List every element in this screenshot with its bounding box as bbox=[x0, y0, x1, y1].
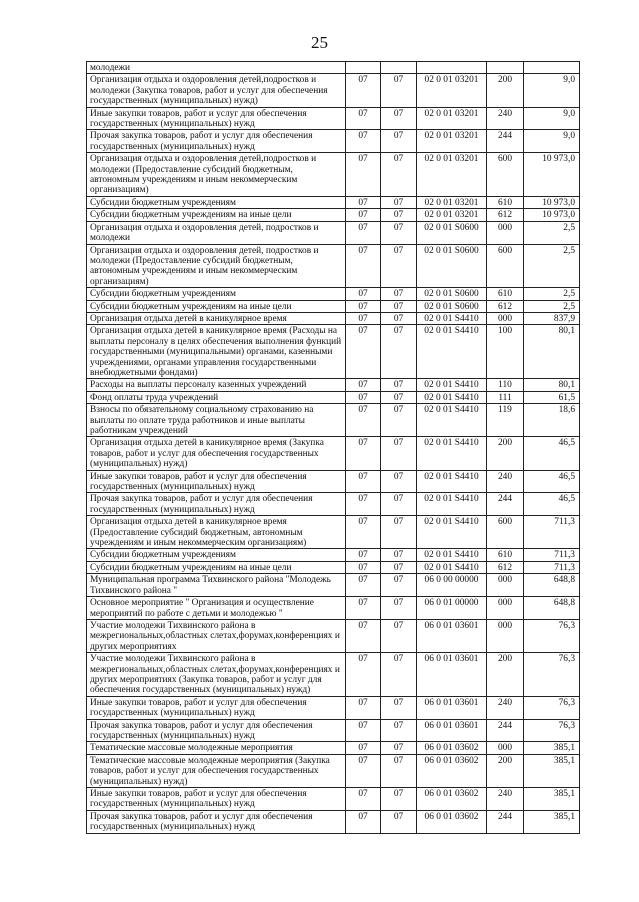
section-code-cell: 07 bbox=[346, 196, 381, 208]
item-name-cell: Расходы на выплаты персоналу казенных учреждений bbox=[87, 379, 346, 391]
subsection-code-cell: 07 bbox=[381, 437, 417, 470]
expense-type-cell: 000 bbox=[487, 597, 524, 620]
table-row bbox=[87, 74, 580, 107]
table-row bbox=[87, 391, 580, 403]
table-row bbox=[87, 754, 580, 787]
amount-cell: 10 973,0 bbox=[524, 153, 580, 197]
table-row bbox=[87, 719, 580, 742]
amount-cell: 9,0 bbox=[524, 74, 580, 107]
table-row bbox=[87, 696, 580, 719]
target-article-cell bbox=[417, 62, 487, 74]
table-row bbox=[87, 810, 580, 833]
expense-type-cell: 240 bbox=[487, 107, 524, 130]
amount-cell: 80,1 bbox=[524, 325, 580, 379]
target-article-cell: 06 0 00 00000 bbox=[417, 574, 487, 597]
item-name-cell: Тематические массовые молодежные мероприятия bbox=[87, 742, 346, 754]
subsection-code-cell: 07 bbox=[381, 300, 417, 312]
section-code-cell: 07 bbox=[346, 153, 381, 197]
amount-cell: 385,1 bbox=[524, 788, 580, 811]
section-code-cell: 07 bbox=[346, 653, 381, 697]
expense-type-cell: 240 bbox=[487, 788, 524, 811]
table-row bbox=[87, 209, 580, 221]
expense-type-cell: 610 bbox=[487, 288, 524, 300]
item-name-cell: Организация отдыха и оздоровления детей, подростков и молодежи (Предоставление субсидий бюджетным, автономным учреждениям и иным некоммерческим организациям) bbox=[87, 244, 346, 288]
section-code-cell: 07 bbox=[346, 574, 381, 597]
expense-type-cell: 612 bbox=[487, 209, 524, 221]
section-code-cell: 07 bbox=[346, 742, 381, 754]
section-code-cell: 07 bbox=[346, 221, 381, 244]
section-code-cell: 07 bbox=[346, 325, 381, 379]
subsection-code-cell: 07 bbox=[381, 221, 417, 244]
item-name-cell: Взносы по обязательному социальному страхованию на выплаты по оплате труда работников и иные выплаты работникам учреждений bbox=[87, 404, 346, 437]
target-article-cell: 06 0 01 03601 bbox=[417, 719, 487, 742]
table-body bbox=[87, 62, 580, 834]
item-name-cell: Прочая закупка товаров, работ и услуг для обеспечения государственных (муниципальных) нужд bbox=[87, 810, 346, 833]
expense-type-cell: 000 bbox=[487, 742, 524, 754]
item-name-cell: Организация отдыха и оздоровления детей,подростков и молодежи (Закупка товаров, работ и услуг для обеспечения государственных (муниципальных) нужд) bbox=[87, 74, 346, 107]
table-row bbox=[87, 379, 580, 391]
item-name-cell: Иные закупки товаров, работ и услуг для обеспечения государственных (муниципальных) нужд bbox=[87, 470, 346, 493]
expense-type-cell: 240 bbox=[487, 470, 524, 493]
table-row bbox=[87, 437, 580, 470]
section-code-cell: 07 bbox=[346, 754, 381, 787]
item-name-cell: Организация отдыха и оздоровления детей, подростков и молодежи bbox=[87, 221, 346, 244]
table-row bbox=[87, 470, 580, 493]
amount-cell: 61,5 bbox=[524, 391, 580, 403]
amount-cell bbox=[524, 62, 580, 74]
subsection-code-cell: 07 bbox=[381, 209, 417, 221]
section-code-cell: 07 bbox=[346, 493, 381, 516]
section-code-cell: 07 bbox=[346, 696, 381, 719]
expense-type-cell: 000 bbox=[487, 619, 524, 652]
target-article-cell: 06 0 01 00000 bbox=[417, 597, 487, 620]
amount-cell: 648,8 bbox=[524, 574, 580, 597]
target-article-cell: 02 0 01 03201 bbox=[417, 153, 487, 197]
item-name-cell: Организация отдыха детей в каникулярное время (Расходы на выплаты персоналу в целях обеспечения выполнения функций государственными (муниципальными) органами, казенными учреждениями, органами управления государственными внебюджетными фондами) bbox=[87, 325, 346, 379]
section-code-cell: 07 bbox=[346, 788, 381, 811]
budget-table bbox=[86, 61, 580, 834]
subsection-code-cell: 07 bbox=[381, 742, 417, 754]
section-code-cell: 07 bbox=[346, 312, 381, 324]
section-code-cell: 07 bbox=[346, 470, 381, 493]
item-name-cell: Прочая закупка товаров, работ и услуг для обеспечения государственных (муниципальных) нужд bbox=[87, 493, 346, 516]
amount-cell: 76,3 bbox=[524, 653, 580, 697]
item-name-cell: Иные закупки товаров, работ и услуг для обеспечения государственных (муниципальных) нужд bbox=[87, 788, 346, 811]
subsection-code-cell: 07 bbox=[381, 516, 417, 549]
item-name-cell: Тематические массовые молодежные мероприятия (Закупка товаров, работ и услуг для обеспечения государственных (муниципальных) нужд) bbox=[87, 754, 346, 787]
amount-cell: 80,1 bbox=[524, 379, 580, 391]
target-article-cell: 06 0 01 03601 bbox=[417, 653, 487, 697]
subsection-code-cell: 07 bbox=[381, 719, 417, 742]
target-article-cell: 06 0 01 03601 bbox=[417, 696, 487, 719]
expense-type-cell: 244 bbox=[487, 493, 524, 516]
subsection-code-cell: 07 bbox=[381, 312, 417, 324]
target-article-cell: 02 0 01 S0600 bbox=[417, 300, 487, 312]
subsection-code-cell: 07 bbox=[381, 619, 417, 652]
section-code-cell: 07 bbox=[346, 300, 381, 312]
subsection-code-cell: 07 bbox=[381, 288, 417, 300]
table-row bbox=[87, 574, 580, 597]
target-article-cell: 02 0 01 S0600 bbox=[417, 221, 487, 244]
item-name-cell: молодежи bbox=[87, 62, 346, 74]
target-article-cell: 06 0 01 03601 bbox=[417, 619, 487, 652]
table-row bbox=[87, 107, 580, 130]
section-code-cell: 07 bbox=[346, 810, 381, 833]
subsection-code-cell: 07 bbox=[381, 470, 417, 493]
target-article-cell: 02 0 01 S0600 bbox=[417, 288, 487, 300]
item-name-cell: Фонд оплаты труда учреждений bbox=[87, 391, 346, 403]
expense-type-cell: 600 bbox=[487, 153, 524, 197]
item-name-cell: Организация отдыха детей в каникулярное время (Предоставление субсидий бюджетным, автономным учреждениям и иным некоммерческим организациям) bbox=[87, 516, 346, 549]
section-code-cell: 07 bbox=[346, 74, 381, 107]
item-name-cell: Прочая закупка товаров, работ и услуг для обеспечения государственных (муниципальных) нужд bbox=[87, 719, 346, 742]
subsection-code-cell: 07 bbox=[381, 153, 417, 197]
page-number: 25 bbox=[311, 33, 328, 52]
expense-type-cell: 600 bbox=[487, 244, 524, 288]
expense-type-cell: 000 bbox=[487, 574, 524, 597]
table-row bbox=[87, 653, 580, 697]
table-row bbox=[87, 561, 580, 573]
item-name-cell: Участие молодежи Тихвинского района в межрегиональных,областных слетах,форумах,конференциях и других мероприятиях (Закупка товаров, работ и услуг для обеспечения государственных (муниципальных) нужд) bbox=[87, 653, 346, 697]
subsection-code-cell: 07 bbox=[381, 696, 417, 719]
table-row bbox=[87, 788, 580, 811]
target-article-cell: 02 0 01 S4410 bbox=[417, 391, 487, 403]
amount-cell: 837,9 bbox=[524, 312, 580, 324]
subsection-code-cell: 07 bbox=[381, 325, 417, 379]
expense-type-cell bbox=[487, 62, 524, 74]
table-row bbox=[87, 312, 580, 324]
section-code-cell: 07 bbox=[346, 107, 381, 130]
target-article-cell: 02 0 01 03201 bbox=[417, 209, 487, 221]
expense-type-cell: 119 bbox=[487, 404, 524, 437]
section-code-cell: 07 bbox=[346, 288, 381, 300]
subsection-code-cell: 07 bbox=[381, 244, 417, 288]
target-article-cell: 02 0 01 S4410 bbox=[417, 516, 487, 549]
table-row bbox=[87, 516, 580, 549]
expense-type-cell: 610 bbox=[487, 549, 524, 561]
target-article-cell: 06 0 01 03602 bbox=[417, 754, 487, 787]
table-row bbox=[87, 404, 580, 437]
item-name-cell: Организация отдыха и оздоровления детей,подростков и молодежи (Предоставление субсидий бюджетным, автономным учреждениям и иным некоммерческим организациям) bbox=[87, 153, 346, 197]
table-row bbox=[87, 244, 580, 288]
amount-cell: 2,5 bbox=[524, 221, 580, 244]
expense-type-cell: 200 bbox=[487, 754, 524, 787]
item-name-cell: Субсидии бюджетным учреждениям на иные цели bbox=[87, 300, 346, 312]
table-row bbox=[87, 300, 580, 312]
item-name-cell: Иные закупки товаров, работ и услуг для обеспечения государственных (муниципальных) нужд bbox=[87, 696, 346, 719]
expense-type-cell: 244 bbox=[487, 719, 524, 742]
target-article-cell: 02 0 01 S4410 bbox=[417, 312, 487, 324]
target-article-cell: 02 0 01 S4410 bbox=[417, 549, 487, 561]
target-article-cell: 02 0 01 S4410 bbox=[417, 437, 487, 470]
table-row bbox=[87, 153, 580, 197]
amount-cell: 648,8 bbox=[524, 597, 580, 620]
expense-type-cell: 200 bbox=[487, 653, 524, 697]
amount-cell: 385,1 bbox=[524, 810, 580, 833]
table-row bbox=[87, 549, 580, 561]
section-code-cell: 07 bbox=[346, 516, 381, 549]
expense-type-cell: 111 bbox=[487, 391, 524, 403]
section-code-cell: 07 bbox=[346, 619, 381, 652]
table-row bbox=[87, 221, 580, 244]
amount-cell: 18,6 bbox=[524, 404, 580, 437]
subsection-code-cell: 07 bbox=[381, 196, 417, 208]
section-code-cell: 07 bbox=[346, 209, 381, 221]
amount-cell: 46,5 bbox=[524, 437, 580, 470]
expense-type-cell: 110 bbox=[487, 379, 524, 391]
target-article-cell: 02 0 01 03201 bbox=[417, 74, 487, 107]
section-code-cell: 07 bbox=[346, 597, 381, 620]
table-row bbox=[87, 325, 580, 379]
target-article-cell: 02 0 01 S4410 bbox=[417, 379, 487, 391]
item-name-cell: Субсидии бюджетным учреждениям bbox=[87, 196, 346, 208]
subsection-code-cell: 07 bbox=[381, 379, 417, 391]
item-name-cell: Субсидии бюджетным учреждениям bbox=[87, 549, 346, 561]
amount-cell: 2,5 bbox=[524, 300, 580, 312]
amount-cell: 711,3 bbox=[524, 549, 580, 561]
section-code-cell: 07 bbox=[346, 244, 381, 288]
amount-cell: 9,0 bbox=[524, 107, 580, 130]
item-name-cell: Основное мероприятие " Организация и осуществление мероприятий по работе с детьми и молодежью " bbox=[87, 597, 346, 620]
target-article-cell: 06 0 01 03602 bbox=[417, 810, 487, 833]
amount-cell: 9,0 bbox=[524, 130, 580, 153]
target-article-cell: 02 0 01 S4410 bbox=[417, 470, 487, 493]
expense-type-cell: 600 bbox=[487, 516, 524, 549]
item-name-cell: Субсидии бюджетным учреждениям bbox=[87, 288, 346, 300]
subsection-code-cell: 07 bbox=[381, 391, 417, 403]
item-name-cell: Участие молодежи Тихвинского района в межрегиональных,областных слетах,форумах,конференциях и других мероприятиях bbox=[87, 619, 346, 652]
item-name-cell: Субсидии бюджетным учреждениям на иные цели bbox=[87, 209, 346, 221]
section-code-cell: 07 bbox=[346, 404, 381, 437]
amount-cell: 76,3 bbox=[524, 696, 580, 719]
amount-cell: 76,3 bbox=[524, 719, 580, 742]
amount-cell: 46,5 bbox=[524, 470, 580, 493]
expense-type-cell: 612 bbox=[487, 300, 524, 312]
table-row bbox=[87, 597, 580, 620]
subsection-code-cell bbox=[381, 62, 417, 74]
target-article-cell: 02 0 01 S0600 bbox=[417, 244, 487, 288]
amount-cell: 76,3 bbox=[524, 619, 580, 652]
subsection-code-cell: 07 bbox=[381, 107, 417, 130]
expense-type-cell: 610 bbox=[487, 196, 524, 208]
expense-type-cell: 244 bbox=[487, 130, 524, 153]
subsection-code-cell: 07 bbox=[381, 74, 417, 107]
section-code-cell bbox=[346, 62, 381, 74]
amount-cell: 385,1 bbox=[524, 754, 580, 787]
target-article-cell: 02 0 01 03201 bbox=[417, 196, 487, 208]
amount-cell: 711,3 bbox=[524, 561, 580, 573]
expense-type-cell: 200 bbox=[487, 437, 524, 470]
target-article-cell: 02 0 01 S4410 bbox=[417, 561, 487, 573]
expense-type-cell: 200 bbox=[487, 74, 524, 107]
section-code-cell: 07 bbox=[346, 719, 381, 742]
amount-cell: 10 973,0 bbox=[524, 196, 580, 208]
subsection-code-cell: 07 bbox=[381, 493, 417, 516]
target-article-cell: 02 0 01 S4410 bbox=[417, 325, 487, 379]
section-code-cell: 07 bbox=[346, 391, 381, 403]
expense-type-cell: 000 bbox=[487, 221, 524, 244]
amount-cell: 385,1 bbox=[524, 742, 580, 754]
section-code-cell: 07 bbox=[346, 130, 381, 153]
subsection-code-cell: 07 bbox=[381, 788, 417, 811]
section-code-cell: 07 bbox=[346, 379, 381, 391]
subsection-code-cell: 07 bbox=[381, 549, 417, 561]
subsection-code-cell: 07 bbox=[381, 597, 417, 620]
subsection-code-cell: 07 bbox=[381, 810, 417, 833]
table-row bbox=[87, 619, 580, 652]
table-row bbox=[87, 288, 580, 300]
amount-cell: 46,5 bbox=[524, 493, 580, 516]
amount-cell: 711,3 bbox=[524, 516, 580, 549]
subsection-code-cell: 07 bbox=[381, 561, 417, 573]
subsection-code-cell: 07 bbox=[381, 574, 417, 597]
table-row bbox=[87, 196, 580, 208]
subsection-code-cell: 07 bbox=[381, 404, 417, 437]
item-name-cell: Иные закупки товаров, работ и услуг для обеспечения государственных (муниципальных) нужд bbox=[87, 107, 346, 130]
expense-type-cell: 244 bbox=[487, 810, 524, 833]
section-code-cell: 07 bbox=[346, 561, 381, 573]
table-row bbox=[87, 130, 580, 153]
section-code-cell: 07 bbox=[346, 437, 381, 470]
item-name-cell: Субсидии бюджетным учреждениям на иные цели bbox=[87, 561, 346, 573]
expense-type-cell: 240 bbox=[487, 696, 524, 719]
target-article-cell: 06 0 01 03602 bbox=[417, 742, 487, 754]
target-article-cell: 02 0 01 03201 bbox=[417, 130, 487, 153]
subsection-code-cell: 07 bbox=[381, 130, 417, 153]
target-article-cell: 02 0 01 03201 bbox=[417, 107, 487, 130]
section-code-cell: 07 bbox=[346, 549, 381, 561]
subsection-code-cell: 07 bbox=[381, 754, 417, 787]
subsection-code-cell: 07 bbox=[381, 653, 417, 697]
item-name-cell: Прочая закупка товаров, работ и услуг для обеспечения государственных (муниципальных) нужд bbox=[87, 130, 346, 153]
item-name-cell: Организация отдыха детей в каникулярное время bbox=[87, 312, 346, 324]
target-article-cell: 02 0 01 S4410 bbox=[417, 404, 487, 437]
target-article-cell: 06 0 01 03602 bbox=[417, 788, 487, 811]
amount-cell: 10 973,0 bbox=[524, 209, 580, 221]
target-article-cell: 02 0 01 S4410 bbox=[417, 493, 487, 516]
amount-cell: 2,5 bbox=[524, 244, 580, 288]
table-row bbox=[87, 62, 580, 74]
expense-type-cell: 100 bbox=[487, 325, 524, 379]
item-name-cell: Муниципальная программа Тихвинского района "Молодежь Тихвинского района " bbox=[87, 574, 346, 597]
table-row bbox=[87, 493, 580, 516]
expense-type-cell: 612 bbox=[487, 561, 524, 573]
table-row bbox=[87, 742, 580, 754]
item-name-cell: Организация отдыха детей в каникулярное время (Закупка товаров, работ и услуг для обеспечения государственных (муниципальных) нужд) bbox=[87, 437, 346, 470]
expense-type-cell: 000 bbox=[487, 312, 524, 324]
amount-cell: 2,5 bbox=[524, 288, 580, 300]
